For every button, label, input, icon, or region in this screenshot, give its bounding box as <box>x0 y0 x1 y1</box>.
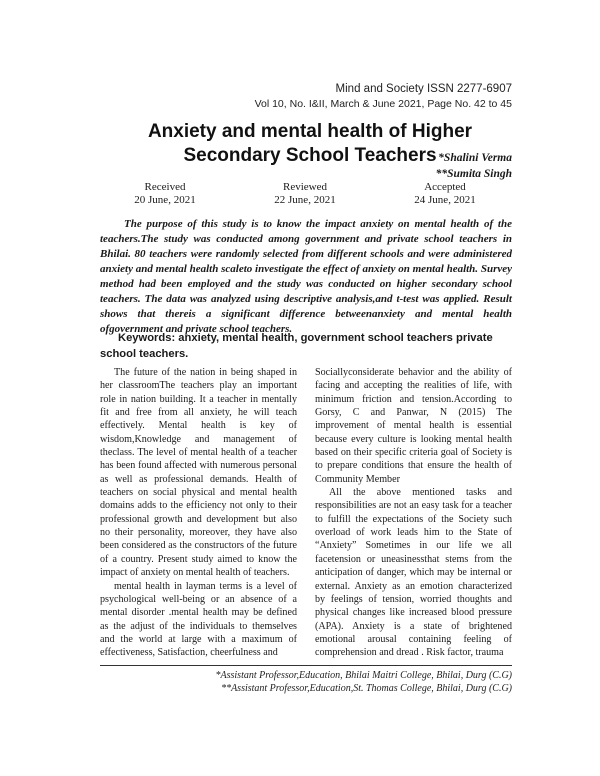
reviewed-label: Reviewed <box>283 181 327 193</box>
journal-volume-line: Vol 10, No. I&II, March & June 2021, Page No. 42 to 45 <box>254 98 512 110</box>
reviewed-date <box>240 181 370 207</box>
abstract <box>100 217 512 337</box>
body-column-right <box>315 366 512 660</box>
body-column-left <box>100 366 297 660</box>
footnote-2: **Assistant Professor,Education,St. Thomas College, Bhilai, Durg (C.G) <box>221 683 512 694</box>
reviewed-value: 22 June, 2021 <box>274 194 336 206</box>
keywords <box>100 330 512 362</box>
received-label: Received <box>144 181 186 193</box>
accepted-date <box>380 181 510 207</box>
abstract-text: The purpose of this study is to know the impact anxiety on mental health of the teachers.The study was conducted among government and private school teachers in Bhilai. 80 teachers were randomly selected from different schools and were administered anxiety and mental health scaleto investigate the effect of anxiety on mental health. Survey method had been employed and the study was conducted on higher secondary school teachers. The data was analyzed using descriptive analysis,and t-test was applied. Result shows that thereis a significant difference betweenanxiety and mental health ofgovernment and private school teachers. <box>100 218 512 335</box>
accepted-value: 24 June, 2021 <box>414 194 476 206</box>
submission-dates <box>100 181 510 207</box>
body-paragraph: Sociallyconsiderate behavior and the ability of facing and accepting the realities of life, with minimum friction and tension.According to Gorsy, C and Panwar, N (2015) The improvement of mental health is essential because every culture is looking mental health based on their specific criteria goal of Society is to prepare conditions that ensure the health of Community Member <box>315 367 512 485</box>
author-2: **Sumita Singh <box>435 168 512 180</box>
received-value: 20 June, 2021 <box>134 194 196 206</box>
footnote-1: *Assistant Professor,Education, Bhilai Maitri College, Bhilai, Durg (C.G) <box>215 670 512 681</box>
body-paragraph: All the above mentioned tasks and responsibilities are not an easy task for a teacher to fulfill the expectations of the Society such overload of work leads him to the State of “Anxiety” Sometimes in our life we all facetension or uneasinessthat stems from the anticipation of danger, which may be internal or external. Anxiety as an emotion characterized by feelings of tension, worried thoughts and physical changes like increased blood pressure (APA). Anxiety is a state of brightened emotional arousal containing feeling of comprehension and dread . Risk factor, trauma <box>315 487 512 659</box>
body-paragraph: mental health in layman terms is a level of psychological well-being or an absence of a mental disorder .mental health may be defined as the adjust of the individuals to themselves and the world at large with a maximum of effectiveness, Satisfaction, cheerfulness and <box>100 580 297 659</box>
journal-name: Mind and Society ISSN 2277-6907 <box>335 83 512 95</box>
accepted-label: Accepted <box>424 181 466 193</box>
footnote-divider <box>100 665 512 666</box>
footnotes <box>216 669 512 695</box>
received-date <box>100 181 230 207</box>
author-list <box>436 150 512 182</box>
body-paragraph: The future of the nation in being shaped in her classroomThe teachers play an important role in nation building. It a teacher in mentally fit and free from all anxiety, he will teach effectively. Mental health is key of wisdom,Knowledge and management of theclass. The level of mental health of a teacher has been found affected with numerous personal as well as professional demands. Health of teachers on social physical and mental health domains adds to the efficiency not only to their professional growth and development but also no their personality, moreover, they have also been considered as the constructors of the future of a country. Present study aimed to know the impact of anxiety on mental health of teachers. <box>100 367 297 579</box>
keywords-text: Keywords: anxiety, mental health, government school teachers private school teachers. <box>100 332 493 360</box>
paper-title: Anxiety and mental health of Higher Secondary School Teachers <box>147 121 473 166</box>
author-1: *Shalini Verma <box>438 152 512 164</box>
journal-header <box>255 82 512 111</box>
